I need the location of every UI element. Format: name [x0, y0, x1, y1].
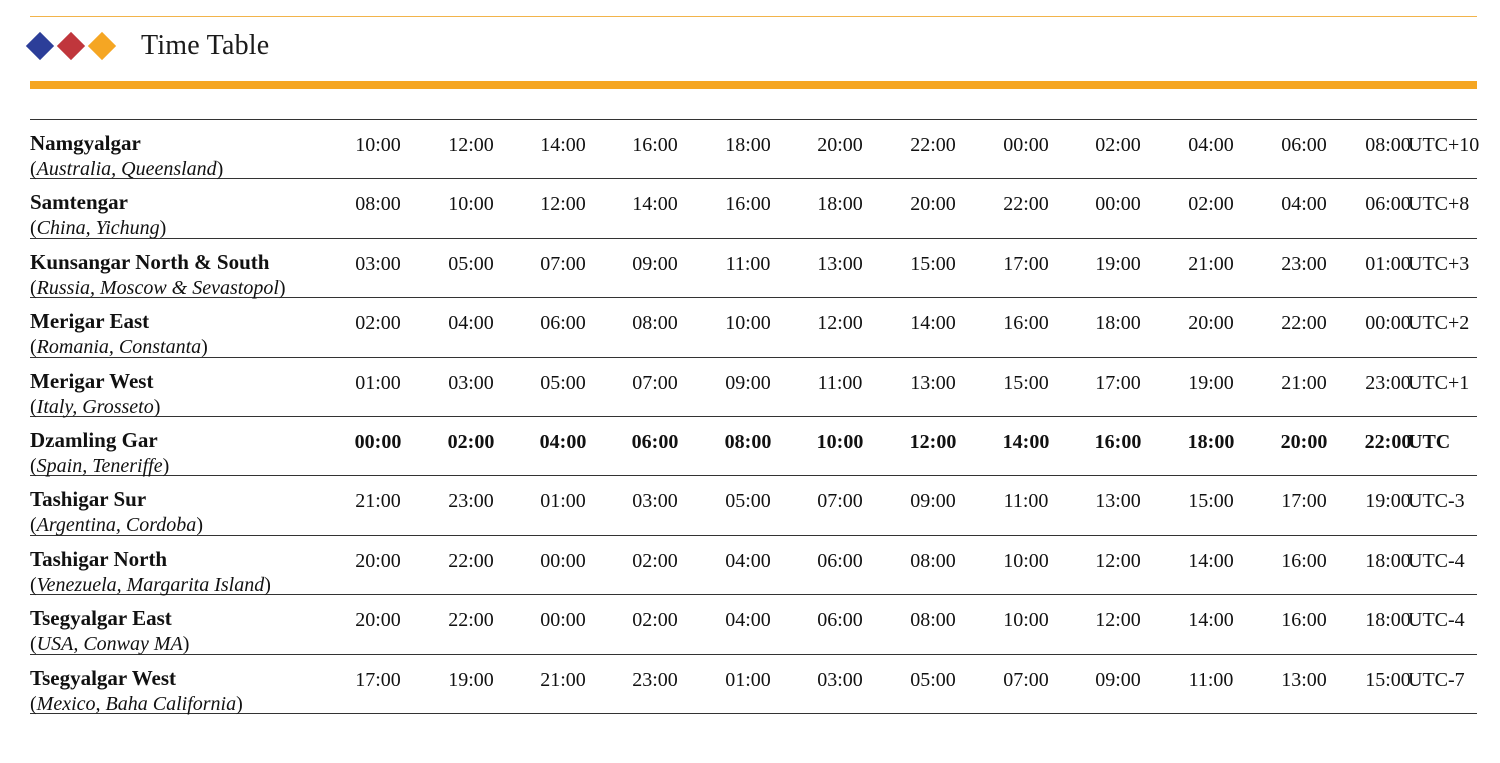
time-cell: 10:00: [1003, 549, 1049, 572]
time-cell: 19:00: [1188, 371, 1234, 394]
time-cell: 16:00: [1281, 549, 1327, 572]
time-cell: 08:00: [355, 193, 401, 216]
location-name: Merigar East: [30, 309, 150, 334]
time-cell: 21:00: [355, 490, 401, 513]
time-cell: 14:00: [540, 134, 586, 156]
times-cells: [30, 431, 1477, 457]
time-cell: 16:00: [1281, 609, 1327, 632]
time-cell: 14:00: [1188, 609, 1234, 632]
times-cells: [30, 372, 1477, 398]
location-region: (China, Yichung): [30, 217, 167, 240]
time-cell: 02:00: [447, 430, 495, 453]
table-row: [30, 476, 1477, 535]
time-cell: 12:00: [909, 430, 957, 453]
time-cell: 10:00: [355, 134, 401, 156]
time-cell: 22:00: [1281, 312, 1327, 335]
time-cell: 10:00: [725, 312, 771, 335]
time-cell: 07:00: [817, 490, 863, 513]
region-text: Venezuela, Margarita Island: [36, 573, 265, 596]
time-cell: 06:00: [1365, 193, 1411, 216]
location-region: (Spain, Teneriffe): [30, 454, 170, 477]
time-cell: 06:00: [631, 430, 679, 453]
time-cell: 10:00: [816, 430, 864, 453]
time-cell: 00:00: [540, 609, 586, 632]
time-cell: 03:00: [355, 252, 401, 275]
table-row: [30, 239, 1477, 298]
time-cell: 04:00: [1281, 193, 1327, 216]
location-name: Dzamling Gar: [30, 427, 158, 452]
time-cell: 09:00: [725, 371, 771, 394]
time-cell: 17:00: [1095, 371, 1141, 394]
time-cell: 05:00: [910, 668, 956, 691]
time-cell: 21:00: [1188, 252, 1234, 275]
utc-offset: UTC+8: [1408, 193, 1470, 216]
table-row: [30, 120, 1480, 180]
time-cell: 03:00: [817, 668, 863, 691]
header-accent-bar: [30, 81, 1477, 89]
time-cell: 18:00: [1187, 430, 1235, 453]
location-name: Tashigar North: [30, 546, 168, 571]
time-cell: 12:00: [540, 193, 586, 216]
time-cell: 18:00: [1365, 549, 1411, 572]
time-cell: 15:00: [1003, 371, 1049, 394]
time-cell: 13:00: [1095, 490, 1141, 513]
time-cell: 04:00: [725, 609, 771, 632]
region-text: Spain, Teneriffe: [36, 454, 163, 477]
utc-offset: UTC-4: [1408, 609, 1465, 632]
time-cell: 08:00: [632, 312, 678, 335]
time-cell: 02:00: [1095, 134, 1141, 156]
time-cell: 04:00: [448, 312, 494, 335]
utc-offset: UTC+2: [1408, 312, 1470, 335]
time-cell: 00:00: [1365, 312, 1411, 335]
time-cell: 17:00: [1281, 490, 1327, 513]
location-name: Samtengar: [30, 190, 128, 215]
location-region: (Russia, Moscow & Sevastopol): [30, 276, 286, 299]
time-table: [30, 119, 1480, 715]
region-text: USA, Conway MA: [36, 633, 183, 656]
location-name: Namgyalgar: [30, 131, 141, 155]
utc-offset: UTC-7: [1408, 668, 1465, 691]
time-cell: 20:00: [355, 609, 401, 632]
time-cell: 19:00: [1365, 490, 1411, 513]
region-text: Australia, Queensland: [36, 158, 217, 180]
orange-diamond-icon: [88, 32, 116, 60]
page-header: [30, 26, 269, 66]
time-cell: 20:00: [1280, 430, 1328, 453]
time-cell: 07:00: [1003, 668, 1049, 691]
time-cell: 16:00: [1003, 312, 1049, 335]
time-cell: 05:00: [448, 252, 494, 275]
time-cell: 06:00: [817, 609, 863, 632]
time-cell: 18:00: [1095, 312, 1141, 335]
time-cell: 03:00: [448, 371, 494, 394]
time-cell: 01:00: [725, 668, 771, 691]
time-cell: 20:00: [817, 134, 863, 156]
time-cell: 23:00: [1281, 252, 1327, 275]
time-cell: 00:00: [354, 430, 402, 453]
time-cell: 00:00: [540, 549, 586, 572]
top-divider: [30, 16, 1477, 17]
time-cell: 02:00: [632, 549, 678, 572]
time-cell: 19:00: [1095, 252, 1141, 275]
time-cell: 21:00: [540, 668, 586, 691]
time-cell: 08:00: [910, 609, 956, 632]
time-cell: 13:00: [817, 252, 863, 275]
time-cell: 20:00: [1188, 312, 1234, 335]
table-row: [30, 536, 1477, 595]
time-cell: 02:00: [355, 312, 401, 335]
time-cell: 20:00: [355, 549, 401, 572]
time-cell: 05:00: [725, 490, 771, 513]
red-diamond-icon: [57, 32, 85, 60]
time-cell: 18:00: [1365, 609, 1411, 632]
time-cell: 21:00: [1281, 371, 1327, 394]
table-row: [30, 417, 1477, 476]
time-cell: 15:00: [910, 252, 956, 275]
times-cells: [30, 550, 1477, 576]
time-cell: 14:00: [632, 193, 678, 216]
time-cell: 18:00: [817, 193, 863, 216]
time-cell: 15:00: [1188, 490, 1234, 513]
time-cell: 08:00: [910, 549, 956, 572]
time-cell: 16:00: [725, 193, 771, 216]
logo-diamonds: [30, 36, 123, 56]
time-cell: 11:00: [1188, 668, 1234, 691]
time-cell: 04:00: [1188, 134, 1234, 156]
time-cell: 22:00: [1003, 193, 1049, 216]
time-cell: 02:00: [632, 609, 678, 632]
time-cell: 10:00: [448, 193, 494, 216]
utc-offset: UTC-3: [1408, 490, 1465, 513]
time-cell: 03:00: [632, 490, 678, 513]
table-row: [30, 298, 1477, 357]
time-cell: 14:00: [1002, 430, 1050, 453]
time-cell: 20:00: [910, 193, 956, 216]
time-cell: 09:00: [1095, 668, 1141, 691]
time-cell: 22:00: [1364, 430, 1412, 453]
location-region: (Italy, Grosseto): [30, 395, 161, 418]
table-row: [30, 595, 1477, 654]
time-cell: 01:00: [540, 490, 586, 513]
time-cell: 11:00: [817, 371, 863, 394]
region-text: Mexico, Baha California: [36, 692, 237, 715]
time-cell: 17:00: [1003, 252, 1049, 275]
times-cells: [30, 193, 1477, 219]
region-text: China, Yichung: [36, 217, 160, 240]
time-cell: 06:00: [1281, 134, 1327, 156]
time-cell: 10:00: [1003, 609, 1049, 632]
times-cells: [30, 490, 1477, 516]
time-cell: 07:00: [632, 371, 678, 394]
time-cell: 12:00: [448, 134, 494, 156]
time-cell: 13:00: [910, 371, 956, 394]
times-cells: [30, 312, 1477, 338]
time-cell: 12:00: [1095, 549, 1141, 572]
time-cell: 22:00: [448, 549, 494, 572]
time-cell: 12:00: [817, 312, 863, 335]
page-title: Time Table: [141, 30, 270, 61]
table-row: [30, 179, 1477, 238]
time-cell: 01:00: [355, 371, 401, 394]
time-cell: 08:00: [724, 430, 772, 453]
times-cells: [30, 669, 1477, 695]
time-cell: 11:00: [725, 252, 771, 275]
time-cell: 22:00: [910, 134, 956, 156]
times-cells: [30, 253, 1477, 279]
time-cell: 23:00: [448, 490, 494, 513]
blue-diamond-icon: [26, 32, 54, 60]
time-cell: 00:00: [1003, 134, 1049, 156]
time-cell: 06:00: [817, 549, 863, 572]
utc-offset: UTC+3: [1408, 252, 1470, 275]
time-cell: 23:00: [1365, 371, 1411, 394]
table-row: [30, 655, 1477, 714]
time-cell: 14:00: [910, 312, 956, 335]
location-region: (Venezuela, Margarita Island): [30, 573, 271, 596]
time-cell: 09:00: [910, 490, 956, 513]
time-cell: 22:00: [448, 609, 494, 632]
time-cell: 06:00: [540, 312, 586, 335]
time-cell: 23:00: [632, 668, 678, 691]
time-cell: 00:00: [1095, 193, 1141, 216]
time-cell: 16:00: [632, 134, 678, 156]
time-cell: 15:00: [1365, 668, 1411, 691]
time-cell: 02:00: [1188, 193, 1234, 216]
time-cell: 14:00: [1188, 549, 1234, 572]
region-text: Argentina, Cordoba: [36, 514, 197, 537]
location-region: (Argentina, Cordoba): [30, 514, 203, 537]
location-name: Merigar West: [30, 368, 154, 393]
location-name: Tashigar Sur: [30, 487, 147, 512]
time-cell: 18:00: [725, 134, 771, 156]
location-region: (Australia, Queensland): [30, 158, 224, 180]
location-name: Kunsangar North & South: [30, 249, 270, 274]
time-cell: 16:00: [1094, 430, 1142, 453]
times-cells: [30, 609, 1477, 635]
time-cell: 08:00: [1365, 134, 1411, 156]
region-text: Romania, Constanta: [36, 336, 202, 359]
time-cell: 04:00: [725, 549, 771, 572]
utc-offset: UTC-4: [1408, 549, 1465, 572]
time-cell: 13:00: [1281, 668, 1327, 691]
time-cell: 05:00: [540, 371, 586, 394]
utc-offset: UTC+1: [1408, 371, 1470, 394]
time-cell: 11:00: [1003, 490, 1049, 513]
location-region: (Mexico, Baha California): [30, 692, 243, 715]
time-cell: 17:00: [355, 668, 401, 691]
utc-offset: UTC: [1408, 430, 1451, 453]
region-text: Russia, Moscow & Sevastopol: [36, 276, 279, 299]
time-cell: 19:00: [448, 668, 494, 691]
region-text: Italy, Grosseto: [36, 395, 154, 418]
time-cell: 07:00: [540, 252, 586, 275]
time-cell: 12:00: [1095, 609, 1141, 632]
location-region: (USA, Conway MA): [30, 633, 190, 656]
times-cells: [30, 134, 1480, 160]
time-cell: 01:00: [1365, 252, 1411, 275]
table-row: [30, 358, 1477, 417]
location-name: Tsegyalgar West: [30, 665, 177, 690]
location-name: Tsegyalgar East: [30, 606, 172, 631]
time-cell: 09:00: [632, 252, 678, 275]
location-region: (Romania, Constanta): [30, 336, 208, 359]
time-cell: 04:00: [539, 430, 587, 453]
utc-offset: UTC+10: [1408, 134, 1480, 156]
